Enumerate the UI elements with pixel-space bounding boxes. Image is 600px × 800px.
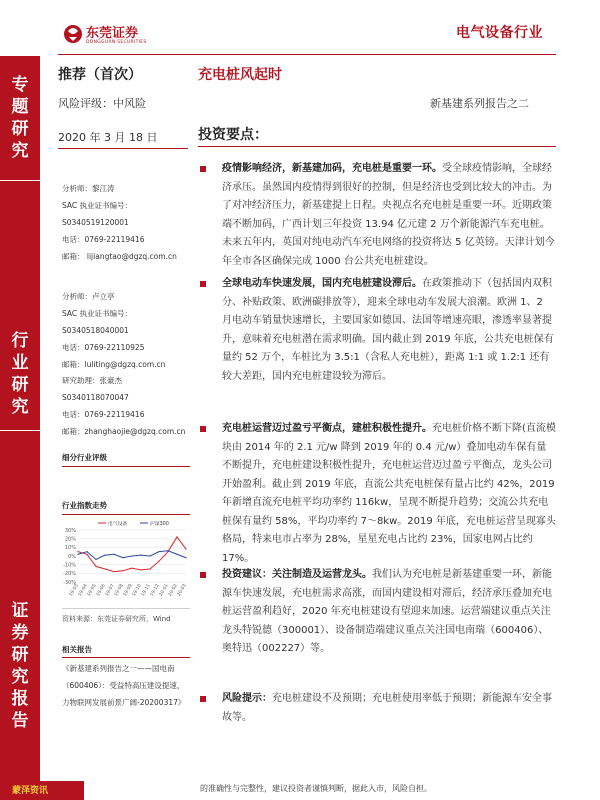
bullet-text: 充电桩建设不及预期；充电桩使用率低于预期；新能源车安全事故等。 <box>222 693 552 723</box>
highlights-divider <box>198 146 556 147</box>
data-point <box>167 550 168 551</box>
bullet-heading: 投资建议：关注制造及运营龙头。 <box>222 569 372 580</box>
data-point <box>158 561 159 562</box>
analyst-cert-label: SAC 执业证书编号： <box>62 309 133 318</box>
bullet-heading: 充电桩运营迈过盈亏平衡点，建桩积极性提升。 <box>222 423 432 434</box>
x-tick-label: 19-05 <box>86 583 98 598</box>
related-line: 《新基建系列报告之一——国电南 <box>62 664 175 673</box>
industry-label: 电气设备行业 <box>456 25 543 41</box>
bullet-text: 充电桩价格不断下降(直流模块由 2014 年的 2.1 元/w 降到 2019 年的 0.4 元/w）叠加电动车保有量不断提升，充电桩建设积极性提升，充电桩运营迈过盈亏平衡点，龙头公司开始盈利。截止到 2019 年底，直流公共充电桩保有量占比约 42%，2019 年新增直流充电桩平均功率约 116kw，呈现不断提升趋势；交流公共充电桩保有量约 58%，平均功率约 7～8kw。2019 年底，充电桩运营呈现寡头格局，特来电市占率为 28%，星星充电占比约 23%，国家电网占比约 17%。 <box>222 423 556 564</box>
data-point <box>113 571 114 572</box>
x-tick-label: 19-09 <box>122 583 134 598</box>
sidebar-label-text: 专题研究 <box>11 75 29 161</box>
analyst-email[interactable]: 邮箱：luliting@dgzq.com.cn <box>62 360 166 369</box>
data-point <box>95 559 96 560</box>
data-point <box>113 554 114 555</box>
analyst-card <box>62 372 185 440</box>
date-divider <box>58 148 188 149</box>
y-tick-label: 10% <box>64 545 76 552</box>
index-trend-chart <box>58 518 190 606</box>
bullet-heading: 全球电动车快速发展，国内充电桩建设滞后。 <box>222 278 422 289</box>
x-tick-label: 20-01 <box>158 583 170 598</box>
analyst-phone: 电话：0769-22119416 <box>62 235 145 244</box>
brand-name-en: DONGGUAN SECURITIES <box>86 40 147 45</box>
header-divider <box>58 54 556 55</box>
section-divider <box>62 657 190 658</box>
x-tick-label: 19-12 <box>149 583 161 598</box>
bullet-square-icon <box>200 426 206 432</box>
data-point <box>176 536 177 537</box>
legend-label: 沪深300 <box>150 522 169 527</box>
y-tick-label: -30% <box>63 579 76 586</box>
data-point <box>104 555 105 556</box>
data-point <box>131 568 132 569</box>
analyst-role: 分析师：黎江涛 <box>62 184 115 193</box>
data-point <box>86 551 87 552</box>
bullet-item <box>202 160 556 271</box>
data-point <box>131 555 132 556</box>
data-point <box>149 568 150 569</box>
analyst-card <box>62 288 165 373</box>
analyst-role: 分析师：卢立亭 <box>62 292 115 301</box>
sidebar-divider <box>0 180 40 181</box>
bullet-text: 在政策推动下（包括国内双积分、补贴政策、欧洲碳排放等），迎来全球电动车发展大浪潮。欧洲 1、2 月电动车销量快速增长，主要国家如德国、法国等增速亮眼，渗透率显著提升，意味着充电桩潜在需求明确。国内截止到 2019 年底，公共充电桩保有量约 52 万个，车桩比为 3.5:1（含私人充电桩），距离 1:1 或 1.2:1 还有较大差距，国内充电桩建设较为滞后。 <box>222 278 554 382</box>
x-tick-label: 19-07 <box>104 583 116 598</box>
sidebar-label-text: 行业研究 <box>11 331 29 417</box>
analyst-phone: 电话：0769-22110925 <box>62 343 145 352</box>
data-point <box>86 554 87 555</box>
data-point <box>77 554 78 555</box>
highlights-heading: 投资要点： <box>198 127 268 143</box>
chart-source: 资料来源：东莞证券研究所，Wind <box>62 615 171 623</box>
index-trend-heading: 行业指数走势 <box>62 501 107 510</box>
data-point <box>77 551 78 552</box>
report-date: 2020 年 3 月 18 日 <box>58 131 158 144</box>
data-point <box>176 554 177 555</box>
series-line-0 <box>78 537 186 572</box>
data-point <box>104 568 105 569</box>
bullet-text: 受全球疫情影响，全球经济承压。虽然国内疫情得到很好的控制，但是经济也受到比较大的冲击。为了对冲经济压力，新基建提上日程。央视点名充电桩是重要一环。近期政策端不断加码，广西计划三年投资 13.94 亿元建 2 万个新能源汽车充电桩。未来五年内，英国对纯电动汽车充电网络的投资将达 5 亿英镑。天津计划今年全市各区确保完成 1000 台公共充电桩建设。 <box>222 163 555 267</box>
sidebar-label-text: 证券研究报告 <box>11 601 29 731</box>
analyst-cert: S0340518040001 <box>62 326 129 335</box>
data-point <box>158 551 159 552</box>
bullet-item <box>202 690 556 727</box>
bullet-square-icon <box>200 166 206 172</box>
sidebar-label-topic <box>0 74 40 162</box>
bullet-square-icon <box>200 696 206 702</box>
bullet-item <box>202 566 556 659</box>
bullet-heading: 疫情影响经济，新基建加码，充电桩是重要一环。 <box>222 163 442 174</box>
sidebar-label-industry <box>0 330 40 418</box>
bullet-square-icon <box>200 281 206 287</box>
footer-disclaimer: 的准确性与完整性，建议投资者谨慎判断，据此入市，风险自担。 <box>200 784 432 793</box>
related-line: （600406）：受益特高压建设提速， <box>62 681 185 690</box>
footer-brand: 蒙泽资讯 <box>12 786 49 796</box>
data-point <box>185 548 186 549</box>
data-point <box>140 555 141 556</box>
related-report[interactable] <box>62 660 192 711</box>
x-tick-label: 19-08 <box>113 583 125 598</box>
analyst-email[interactable]: 邮箱： lijiangtao@dgzq.com.cn <box>62 252 177 261</box>
x-tick-label: 20-03 <box>176 583 188 598</box>
page-title: 充电桩风起时 <box>198 67 282 83</box>
analyst-email[interactable]: 邮箱：zhanghaojie@dgzq.com.cn <box>62 427 186 436</box>
risk-rating: 风险评级：中风险 <box>58 97 146 110</box>
related-line: 力物联网发展前景广阔-20200317》 <box>62 698 186 707</box>
related-heading: 相关报告 <box>62 645 92 654</box>
bullet-item <box>202 420 556 568</box>
data-point <box>95 566 96 567</box>
x-tick-label: 20-02 <box>167 583 179 598</box>
x-tick-label: 19-06 <box>95 583 107 598</box>
y-tick-label: 20% <box>64 536 76 543</box>
analyst-card <box>62 180 177 265</box>
sidebar-divider <box>0 430 40 431</box>
rating: 推荐（首次） <box>58 67 142 83</box>
analyst-cert: S0340118070047 <box>62 393 129 402</box>
bullet-text: 我们认为充电桩是新基建重要一环，新能源车快速发展，充电桩需求高涨，而国内建设相对滞后，经济承压叠加充电桩运营盈利趋好，2020 年充电桩建设有望迎来加速。运营端建议重点关注龙头特锐德（300001）、设备制造端建议重点关注国电南瑞（600406）、奥特迅（002227）等。 <box>222 569 552 654</box>
data-point <box>185 557 186 558</box>
y-tick-label: -20% <box>63 571 76 578</box>
x-tick-label: 19-10 <box>131 583 143 598</box>
analyst-cert: S0340519120001 <box>62 218 129 227</box>
y-tick-label: 30% <box>64 527 76 534</box>
data-point <box>122 557 123 558</box>
data-point <box>122 570 123 571</box>
bullet-square-icon <box>200 572 206 578</box>
sidebar-label-report <box>0 600 40 732</box>
analyst-phone: 电话：0769-22119416 <box>62 410 145 419</box>
brand-name: 东莞证券 <box>86 26 139 41</box>
bullet-item <box>202 275 556 386</box>
y-tick-label: -10% <box>63 562 76 569</box>
data-point <box>140 569 141 570</box>
y-tick-label: 0% <box>68 553 76 560</box>
x-tick-label: 19-04 <box>77 583 89 598</box>
section-divider <box>62 608 190 609</box>
bullet-heading: 风险提示： <box>222 693 272 704</box>
data-point <box>149 555 150 556</box>
sub-rating-heading: 细分行业评级 <box>62 453 107 462</box>
analyst-role: 研究助理：张豪杰 <box>62 376 122 385</box>
x-tick-label: 19-11 <box>140 583 152 598</box>
report-series: 新基建系列报告之二 <box>430 97 529 110</box>
series-line-1 <box>78 551 186 560</box>
x-tick-label: 19-03 <box>68 583 80 598</box>
analyst-cert-label: SAC 执业证书编号： <box>62 201 133 210</box>
section-divider <box>62 466 190 467</box>
section-divider <box>62 514 190 515</box>
legend-label: 电气设备 <box>108 522 128 527</box>
